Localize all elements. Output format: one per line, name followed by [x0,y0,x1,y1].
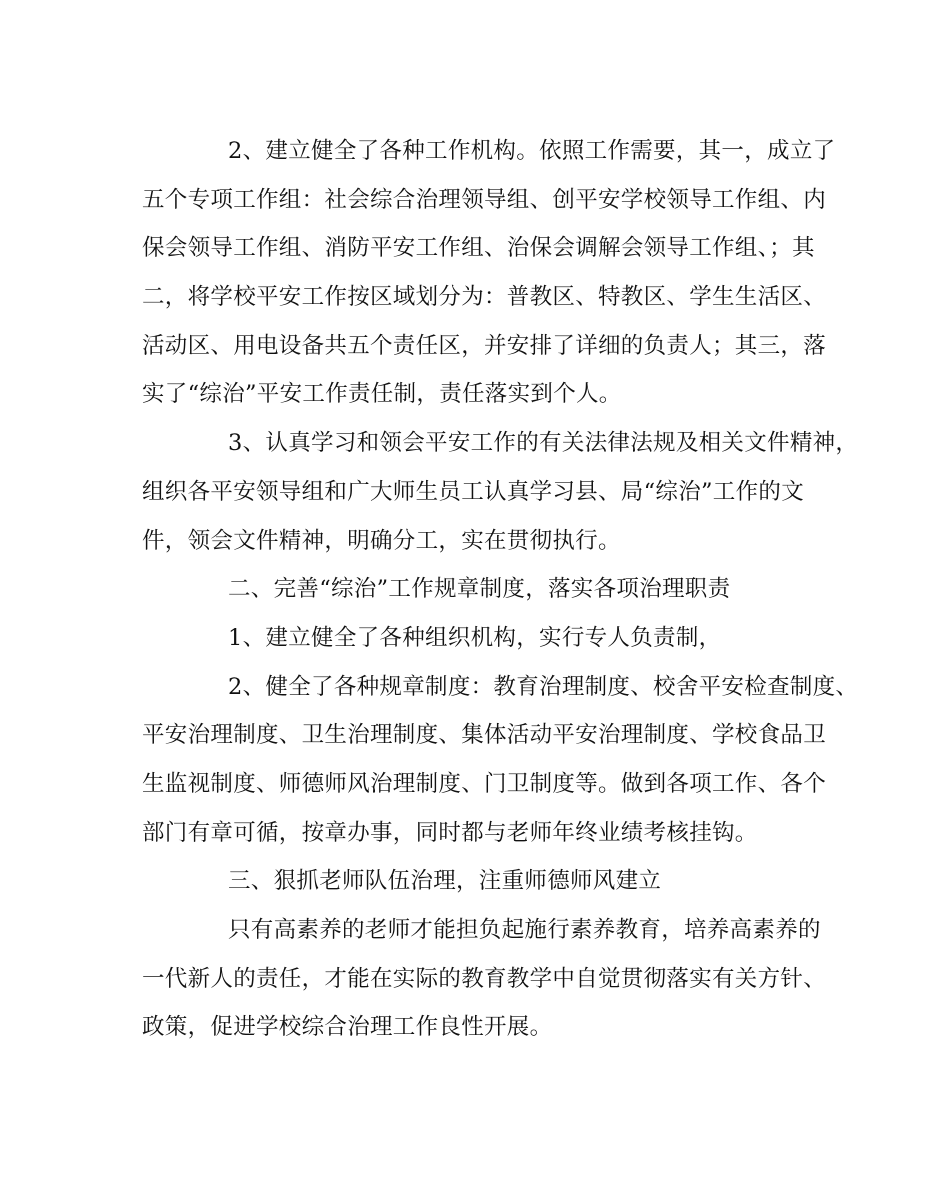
paragraph-first-line: 2、建立健全了各种工作机构。依照工作需要，其一，成立了 [228,138,836,164]
document-body [142,127,859,1052]
paragraph-first-line: 只有高素养的老师才能担负起施行素养教育，培养高素养的 [228,917,821,943]
paragraph-first-line: 二、完善“综治”工作规章制度，落实各项治理职责 [228,576,731,603]
paragraph-first-line: 1、建立健全了各种组织机构，实行专人负责制， [228,624,722,651]
paragraph-line: 实了“综治”平安工作责任制，责任落实到个人。 [142,381,622,408]
paragraph-line: 平安治理制度、卫生治理制度、集体活动平安治理制度、学校食品卫 [142,722,827,749]
paragraph-line: 组织各平安领导组和广大师生员工认真学习县、局“综治”工作的文 [142,478,805,505]
paragraph-first-line: 2、健全了各种规章制度：教育治理制度、校舍平安检查制度、 [228,673,859,700]
paragraph-line: 二，将学校平安工作按区域划分为：普教区、特教区、学生生活区、 [142,284,827,311]
paragraph-line: 五个专项工作组：社会综合治理领导组、创平安学校领导工作组、内 [142,186,827,213]
paragraph-line: 件，领会文件精神，明确分工，实在贯彻执行。 [142,527,621,554]
paragraph-first-line: 3、认真学习和领会平安工作的有关法律法规及相关文件精神， [228,430,859,457]
paragraph-line: 一代新人的责任，才能在实际的教育教学中自觉贯彻落实有关方针、 [142,965,827,992]
paragraph-line: 政策，促进学校综合治理工作良性开展。 [142,1014,553,1041]
paragraph-line: 活动区、用电设备共五个责任区，并安排了详细的负责人；其三，落 [142,332,827,359]
paragraph-line: 保会领导工作组、消防平安工作组、治保会调解会领导工作组、；其 [142,235,815,262]
paragraph-first-line: 三、狠抓老师队伍治理，注重师德师风建立 [228,868,662,895]
paragraph-line: 生监视制度、师德师风治理制度、门卫制度等。做到各项工作、各个 [142,770,827,797]
paragraph-line: 部门有章可循，按章办事，同时都与老师年终业绩考核挂钩。 [142,819,758,846]
